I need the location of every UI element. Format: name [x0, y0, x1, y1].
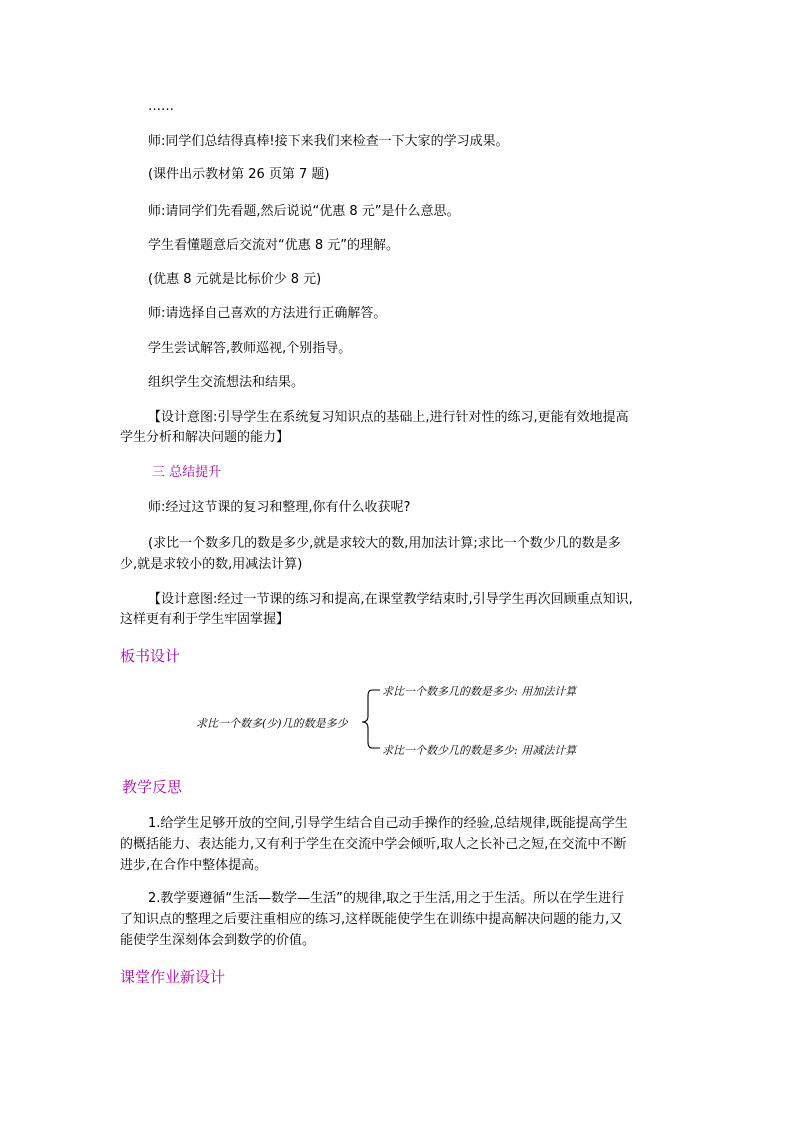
reflection-2-line-2: 了知识点的整理之后要注重相应的练习,这样既能使学生在训练中提高解决问题的能力,又	[120, 912, 623, 927]
brace-shape	[362, 690, 380, 748]
reflection-1-line-1: 1.给学生足够开放的空间,引导学生结合自己动手操作的经验,总结规律,既能提高学生	[148, 816, 628, 831]
homework-heading: 课堂作业新设计	[120, 968, 226, 986]
reflection-1-line-3: 进步,在合作中整体提高。	[120, 858, 268, 873]
design-intent-1-line-2: 学生分析和解决问题的能力】	[120, 430, 290, 445]
paragraph-teacher-praise: 师:同学们总结得真棒!接下来我们来检查一下大家的学习成果。	[148, 134, 509, 149]
board-lower-branch: 求比一个数少几的数是多少: 用减法计算	[382, 744, 577, 757]
paragraph-teacher-harvest: 师:经过这节课的复习和整理,你有什么收获呢?	[148, 500, 411, 515]
summary-line-1: (求比一个数多几的数是多少,就是求较大的数,用加法计算;求比一个数少几的数是多	[148, 536, 621, 551]
design-intent-2-line-2: 这样更有利于学生牢固掌握】	[120, 612, 290, 627]
paragraph-teacher-question: 师:请同学们先看题,然后说说“优惠 8 元”是什么意思。	[148, 204, 460, 219]
paragraph-organize: 组织学生交流想法和结果。	[148, 375, 305, 390]
summary-line-2: 少,就是求较小的数,用减法计算)	[120, 557, 303, 572]
paragraph-students-discuss: 学生看懂题意后交流对“优惠 8 元”的理解。	[148, 238, 400, 253]
reflection-1-line-2: 的概括能力、表达能力,又有利于学生在交流中学会倾听,取人之长补己之短,在交流中不断	[120, 837, 627, 852]
board-design-heading: 板书设计	[120, 647, 181, 665]
paragraph-courseware: (课件出示教材第 26 页第 7 题)	[148, 167, 330, 182]
design-intent-1-line-1: 【设计意图:引导学生在系统复习知识点的基础上,进行针对性的练习,更能有效地提高	[148, 410, 629, 425]
paragraph-discount-answer: (优惠 8 元就是比标价少 8 元)	[148, 272, 322, 287]
board-upper-branch: 求比一个数多几的数是多少: 用加法计算	[382, 685, 577, 698]
paragraph-teacher-solve: 师:请选择自己喜欢的方法进行正确解答。	[148, 306, 387, 321]
reflection-2-line-1: 2.教学要遵循“生活—数学—生活”的规律,取之于生活,用之于生活。所以在学生进行	[148, 891, 625, 906]
reflection-2-line-3: 能使学生深刻体会到数学的价值。	[120, 933, 316, 948]
paragraph-students-try: 学生尝试解答,教师巡视,个别指导。	[148, 341, 352, 356]
section3-heading: 三 总结提升	[152, 465, 222, 480]
design-intent-2-line-1: 【设计意图:经过一节课的练习和提高,在课堂教学结束时,引导学生再次回顾重点知识,	[148, 592, 633, 607]
ellipsis: ……	[148, 99, 174, 114]
reflection-heading: 教学反思	[122, 778, 183, 796]
board-main-formula: 求比一个数多(少)几的数是多少	[196, 717, 348, 730]
